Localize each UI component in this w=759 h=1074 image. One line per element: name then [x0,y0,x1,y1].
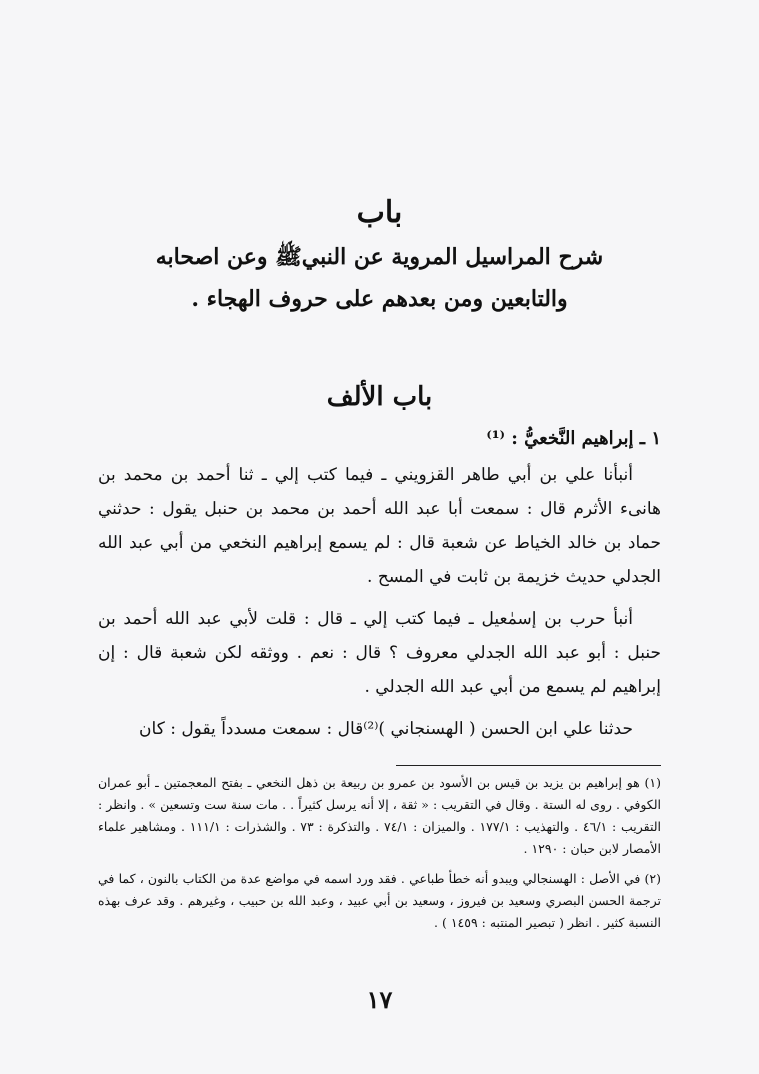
chapter-subtitle: شرح المراسيل المروية عن النبيﷺ وعن اصحابه والتابعين ومن بعدهم على حروف الهجاء . [155,244,604,312]
section-title: باب الألف [326,382,433,412]
footnotes [98,772,661,934]
entry-heading: ١ ـ إبراهيم النَّخعيُّ : ⁽¹⁾ [486,428,661,449]
page-number: ١٧ [366,985,393,1014]
footnote-divider [396,765,661,766]
body-text [98,458,661,746]
body-paragraph-1: أنبأنا علي بن أبي طاهر القزويني ـ فيما كتب إلي ـ ثنا أحمد بن محمد بن هانىء الأثرم قال : سمعت أبا عبد الله أحمد بن محمد بن حنبل يقول : حدثني حماد بن خالد الخياط عن شعبة قال : لم يسمع إبراهيم النخعي من أبي عبد الله الجدلي حديث خزيمة بن ثابت في المسح . [98,465,661,587]
footnote-1: (١) هو إبراهيم بن يزيد بن قيس بن الأسود بن عمرو بن ربيعة بن ذهل النخعي ـ بفتح المعجمتين ـ أبو عمران الكوفي . روى له الستة . وقال في التقريب : « ثقة ، إلا أنه يرسل كثيراً . . مات سنة ست وتسعين » . وانظر : التقريب : ٤٦/١ . والتهذيب : ١٧٧/١ . والميزان : ٧٤/١ . والتذكرة : ٧٣ . والشذرات : ١١١/١ . ومشاهير علماء الأمصار لابن حبان : ١٢٩٠ . [98,775,661,856]
body-paragraph-2: أنبأ حرب بن إسمٰعيل ـ فيما كتب إلي ـ قال : قلت لأبي عبد الله أحمد بن حنبل : أبو عبد الله الجدلي معروف ؟ قال : نعم . ووثقه لكن شعبة قال : إن إبراهيم لم يسمع من أبي عبد الله الجدلي . [98,609,661,697]
body-paragraph-3: حدثنا علي ابن الحسن ( الهسنجاني )⁽²⁾قال : سمعت مسدداً يقول : كان [139,719,633,739]
chapter-title: باب [356,195,403,230]
footnote-2: (٢) في الأصل : الهسنجالي ويبدو أنه خطأ طباعي . فقد ورد اسمه في مواضع عدة من الكتاب بالنون ، كما في ترجمة الحسن البصري وسعيد بن فيروز ، وسعيد بن أبي عبيد ، وعبد الله بن حبيب ، وغيرهم . وقد عرف بهذه النسبة كثير . انظر ( تبصير المنتبه : ١٤٥٩ ) . [98,871,661,930]
